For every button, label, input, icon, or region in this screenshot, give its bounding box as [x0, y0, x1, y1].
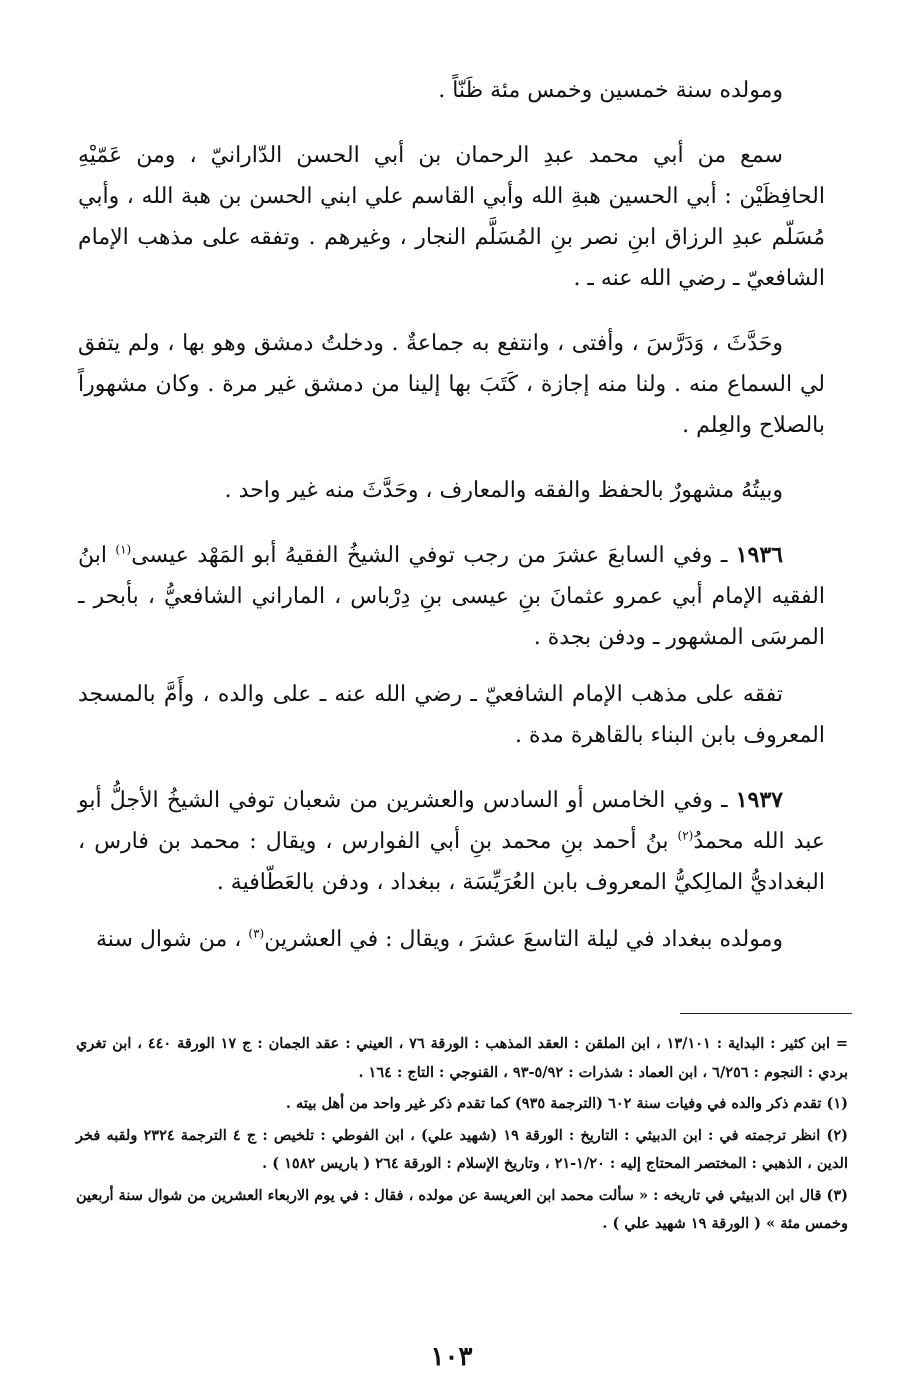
- entry-text: ـ وفي الخامس أو السادس والعشرين من شعبان توفي الشيخُ الأجلُّ أبو عبد الله محمدُ: [78, 788, 825, 854]
- footnote-mark: (٢): [677, 828, 694, 843]
- paragraph-1936-study: تفقه على مذهب الإمام الشافعيّ ـ رضي الله عنه ـ على والده ، وأَمَّ بالمسجد المعروف بابن البناء بالقاهرة مدة .: [78, 682, 825, 748]
- page-number: ١٠٣: [430, 1342, 473, 1372]
- entry-1936: [78, 535, 825, 658]
- footnote-separator: [680, 1013, 852, 1014]
- footnote-mark: (١): [115, 542, 132, 557]
- main-text: [78, 70, 825, 960]
- footnote-continuation: = ابن كثير : البداية : ١٣/١٠١ ، ابن الملقن : العقد المذهب : الورقة ٧٦ ، العيني : عقد الجمان : ج ١٧ الورقة ٤٤٠ ، ابن تغري بردي : النجوم : ٦/٢٥٦ ، ابن العماد : شذرات : ٥/٩٢-٩٣ ، القنوجي : التاج : ١٦٤ .: [76, 1035, 849, 1081]
- footnote-1: (١) تقدم ذكر والده في وفيات سنة ٦٠٢ (الترجمة ٩٣٥) كما تقدم ذكر غير واحد من أهل بيته .: [285, 1095, 848, 1112]
- entry-text-continued: ابنُ الفقيه الإمام أبي عمرو عثمانَ بنِ عيسى بنِ دِرْباس ، الماراني الشافعيُّ ، بأبحر ـ المرسَى المشهور ـ ودفن بجدة .: [78, 543, 825, 650]
- birth-text-continued: ، من شوال سنة: [96, 927, 249, 952]
- paragraph-family: وبيتُهُ مشهورٌ بالحفظ والفقه والمعارف ، وحَدَّثَ منه غير واحد .: [224, 478, 783, 503]
- entry-number: ١٩٣٧: [735, 787, 783, 813]
- entry-text: ـ وفي السابعَ عشرَ من رجب توفي الشيخُ الفقيهُ أبو المَهْد عيسى: [131, 543, 736, 568]
- paragraph-teachers: سمع من أبي محمد عبدِ الرحمان بن أبي الحسن الدّارانيّ ، ومن عَمّيْهِ الحافِظَيْن : أبي الحسين هبةِ الله وأبي القاسم علي ابني الحسن بن هبة الله ، وأبي مُسَلّم عبدِ الرزاق ابنِ نصر بنِ المُسَلَّم النجار ، وغيرهم . وتفقه على مذهب الإمام الشافعيّ ـ رضي الله عنه ـ .: [78, 143, 825, 291]
- entry-number: ١٩٣٦: [735, 542, 783, 568]
- footnote-3: (٣) قال ابن الدبيثي في تاريخه : « سألت محمد ابن العريسة عن مولده ، فقال : في يوم الاربعاء العشرين من شوال سنة أربعين وخمس مئة » ( الورقة ١٩ شهيد علي ) .: [76, 1186, 848, 1232]
- footnote-2: (٢) انظر ترجمته في : ابن الدبيثي : التاريخ : الورقة ١٩ (شهيد علي) ، ابن الفوطي : تلخيص : ج ٤ الترجمة ٢٣٢٤ ولقبه فخر الدين ، الذهبي : المختصر المحتاج إليه : ١/٢٠-٢١ ، وتاريخ الإسلام : الورقة ٢٦٤ ( باريس ١٥٨٢ ) .: [76, 1126, 848, 1172]
- entry-text-continued: بنُ أحمد بنِ محمد بنِ أبي الفوارس ، ويقال : محمد بن فارس ، البغداديُّ المالِكيُّ المعروف بابن العُرَيِّسَة ، ببغداد ، ودفن بالعَطّافية .: [78, 829, 825, 895]
- paragraph-birth-year: ومولده سنة خمسين وخمس مئة ظَنّاً .: [438, 78, 783, 103]
- paragraph-1937-birth: [78, 919, 825, 960]
- footnote-mark: (٣): [248, 926, 265, 941]
- birth-text: ومولده ببغداد في ليلة التاسعَ عشرَ ، ويقال : في العشرين: [264, 927, 783, 952]
- footnotes: [76, 1030, 848, 1239]
- entry-1937: [78, 780, 825, 903]
- paragraph-teaching: وحَدَّثَ ، وَدَرَّسَ ، وأفتى ، وانتفع به جماعةٌ . ودخلتُ دمشق وهو بها ، ولم يتفق لي السماع منه . ولنا منه إجازة ، كَتَبَ بها إلينا من دمشق غير مرة . وكان مشهوراً بالصلاح والعِلم .: [78, 331, 825, 438]
